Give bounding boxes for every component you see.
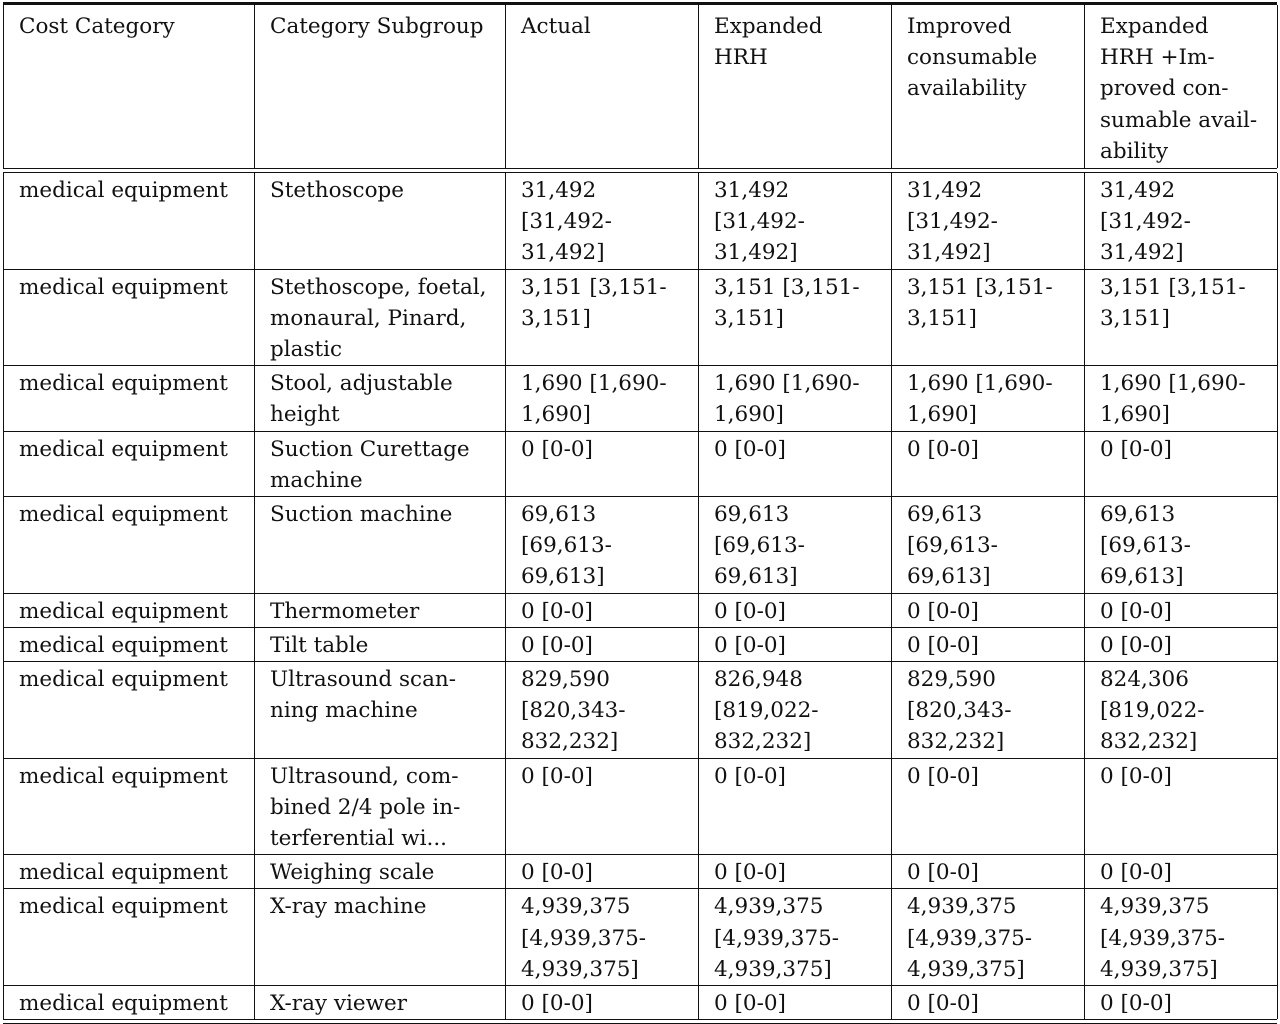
cell-line: 69,613 <box>714 502 790 528</box>
cell-cost-category <box>4 173 255 269</box>
cell-line: 832,232] <box>1100 729 1198 755</box>
cell-line: terferential wi... <box>270 826 447 852</box>
cell-improved-consumable-availability <box>892 173 1085 269</box>
column-header-improved-consumable-availability <box>892 5 1085 168</box>
cell-line: 0 [0-0] <box>1100 763 1172 789</box>
cell-expanded-hrh <box>699 593 892 627</box>
cell-line: 0 [0-0] <box>521 598 593 624</box>
cell-category-subgroup <box>255 431 506 496</box>
cell-line: 31,492 <box>521 178 597 204</box>
cell-line: ning machine <box>270 698 418 724</box>
cell-expanded-hrh <box>699 366 892 431</box>
cell-improved-consumable-availability <box>892 986 1085 1020</box>
cell-line: 0 [0-0] <box>521 860 593 886</box>
cell-cost-category <box>4 497 255 594</box>
cell-expanded-hrh-improved-consumable <box>1085 889 1278 986</box>
cell-expanded-hrh-improved-consumable <box>1085 662 1278 759</box>
cell-actual <box>506 431 699 496</box>
cost-table-body <box>3 173 1278 1019</box>
cell-expanded-hrh-improved-consumable <box>1085 627 1278 661</box>
cell-line: [4,939,375- <box>1100 925 1226 951</box>
cell-line: 31,492 <box>714 178 790 204</box>
cost-table <box>3 5 1278 168</box>
header-line: Cost Category <box>19 14 175 39</box>
cell-line: 0 [0-0] <box>714 632 786 658</box>
cell-expanded-hrh-improved-consumable <box>1085 173 1278 269</box>
cell-line: [4,939,375- <box>714 925 840 951</box>
cell-line: Weighing scale <box>270 860 435 886</box>
cell-expanded-hrh-improved-consumable <box>1085 986 1278 1020</box>
cell-line: 832,232] <box>521 729 619 755</box>
cell-line: 3,151 [3,151- <box>714 274 860 300</box>
cell-expanded-hrh <box>699 431 892 496</box>
header-line: HRH <box>714 45 768 71</box>
cell-line: Ultrasound, com- <box>270 763 459 789</box>
cell-category-subgroup <box>255 269 506 366</box>
cell-expanded-hrh-improved-consumable <box>1085 758 1278 855</box>
cell-line: machine <box>270 467 363 493</box>
table-row <box>4 497 1278 594</box>
cell-line: 829,590 <box>521 667 610 693</box>
cell-line: Ultrasound scan- <box>270 667 457 693</box>
table-row <box>4 662 1278 759</box>
table-row <box>4 366 1278 431</box>
cell-line: 31,492 <box>907 178 983 204</box>
cell-actual <box>506 662 699 759</box>
cell-line: 3,151 [3,151- <box>521 274 667 300</box>
cell-category-subgroup <box>255 889 506 986</box>
cell-line: 31,492] <box>714 240 798 266</box>
cell-line: 31,492] <box>521 240 605 266</box>
cell-line: 832,232] <box>907 729 1005 755</box>
table-row <box>4 855 1278 889</box>
cell-line: X-ray viewer <box>270 991 408 1017</box>
column-header-expanded-hrh <box>699 5 892 168</box>
cell-cost-category <box>4 662 255 759</box>
table-row <box>4 758 1278 855</box>
cell-line: 3,151] <box>1100 305 1170 331</box>
cell-line: [820,343- <box>907 698 1012 724</box>
cell-line: 1,690] <box>714 402 784 428</box>
cell-cost-category <box>4 593 255 627</box>
cell-improved-consumable-availability <box>892 269 1085 366</box>
cell-improved-consumable-availability <box>892 431 1085 496</box>
header-line: proved con- <box>1100 76 1229 102</box>
cell-cost-category <box>4 431 255 496</box>
cell-line: 0 [0-0] <box>907 598 979 624</box>
cell-line: 832,232] <box>714 729 812 755</box>
cell-improved-consumable-availability <box>892 855 1085 889</box>
cell-line: 0 [0-0] <box>1100 436 1172 462</box>
cell-expanded-hrh <box>699 497 892 594</box>
cell-actual <box>506 855 699 889</box>
cell-line: 4,939,375] <box>521 956 639 982</box>
cell-line: 0 [0-0] <box>714 860 786 886</box>
header-line: sumable avail- <box>1100 107 1258 133</box>
cell-line: [819,022- <box>714 698 819 724</box>
cell-line: 69,613 <box>907 502 983 528</box>
header-line: consumable <box>907 45 1038 71</box>
header-line: Expanded <box>1100 14 1209 39</box>
cell-line: [31,492- <box>1100 209 1191 235</box>
cell-improved-consumable-availability <box>892 497 1085 594</box>
cell-expanded-hrh-improved-consumable <box>1085 431 1278 496</box>
table-body <box>4 173 1278 1019</box>
cell-line: 69,613] <box>521 564 605 590</box>
cell-line: Stool, adjustable <box>270 371 453 397</box>
cell-line: 1,690 [1,690- <box>1100 371 1246 397</box>
header-line: ability <box>1100 138 1168 164</box>
cell-line: 0 [0-0] <box>714 991 786 1017</box>
cell-line: 1,690 [1,690- <box>521 371 667 397</box>
column-header-actual <box>506 5 699 168</box>
cell-line: medical equipment <box>19 598 228 624</box>
cell-line: 1,690 [1,690- <box>907 371 1053 397</box>
cell-cost-category <box>4 855 255 889</box>
cell-line: 0 [0-0] <box>714 763 786 789</box>
table-row <box>4 431 1278 496</box>
cell-line: [31,492- <box>907 209 998 235</box>
cell-line: X-ray machine <box>270 894 427 920</box>
cell-line: Suction Curettage <box>270 436 470 462</box>
cell-expanded-hrh <box>699 986 892 1020</box>
cell-line: 3,151] <box>907 305 977 331</box>
cell-cost-category <box>4 366 255 431</box>
cell-line: 69,613] <box>1100 564 1184 590</box>
column-header-cost-category <box>4 5 255 168</box>
cell-category-subgroup <box>255 627 506 661</box>
cell-improved-consumable-availability <box>892 593 1085 627</box>
cell-line: 3,151] <box>714 305 784 331</box>
cell-line: 31,492] <box>1100 240 1184 266</box>
cell-expanded-hrh <box>699 627 892 661</box>
cell-line: medical equipment <box>19 371 228 397</box>
cell-line: medical equipment <box>19 860 228 886</box>
cell-line: [4,939,375- <box>521 925 647 951</box>
cell-line: medical equipment <box>19 763 228 789</box>
cell-category-subgroup <box>255 662 506 759</box>
cell-line: 4,939,375] <box>1100 956 1218 982</box>
cell-line: 69,613] <box>907 564 991 590</box>
cell-expanded-hrh-improved-consumable <box>1085 855 1278 889</box>
cell-line: 829,590 <box>907 667 996 693</box>
cell-actual <box>506 269 699 366</box>
table-row <box>4 986 1278 1020</box>
cell-line: medical equipment <box>19 632 228 658</box>
cell-line: 69,613 <box>1100 502 1176 528</box>
cell-line: 31,492] <box>907 240 991 266</box>
header-line: Improved <box>907 14 1012 39</box>
header-line: Category Subgroup <box>270 14 484 39</box>
column-header-category-subgroup <box>255 5 506 168</box>
cell-cost-category <box>4 889 255 986</box>
cell-expanded-hrh <box>699 662 892 759</box>
cell-cost-category <box>4 269 255 366</box>
cell-line: monaural, Pinard, <box>270 305 467 331</box>
cell-line: 0 [0-0] <box>907 763 979 789</box>
cell-category-subgroup <box>255 855 506 889</box>
cell-line: Stethoscope <box>270 178 405 204</box>
cell-line: Tilt table <box>270 632 369 658</box>
cell-line: 69,613 <box>521 502 597 528</box>
cell-expanded-hrh <box>699 173 892 269</box>
table-row <box>4 627 1278 661</box>
cell-line: 0 [0-0] <box>1100 991 1172 1017</box>
cell-line: 3,151] <box>521 305 591 331</box>
cell-line: 4,939,375] <box>714 956 832 982</box>
cell-line: 1,690 [1,690- <box>714 371 860 397</box>
cell-actual <box>506 758 699 855</box>
cell-expanded-hrh <box>699 855 892 889</box>
cell-line: 31,492 <box>1100 178 1176 204</box>
cell-line: [819,022- <box>1100 698 1205 724</box>
cell-category-subgroup <box>255 593 506 627</box>
cell-line: medical equipment <box>19 991 228 1017</box>
cell-line: [69,613- <box>521 533 612 559</box>
cell-line: 4,939,375] <box>907 956 1025 982</box>
cell-line: 1,690] <box>1100 402 1170 428</box>
cost-table-container <box>3 2 1277 1024</box>
cell-line: [31,492- <box>521 209 612 235</box>
header-line: Actual <box>521 14 591 39</box>
cell-actual <box>506 173 699 269</box>
cell-line: plastic <box>270 337 343 363</box>
table-row <box>4 889 1278 986</box>
cell-cost-category <box>4 627 255 661</box>
cell-actual <box>506 366 699 431</box>
header-line: Expanded <box>714 14 823 39</box>
cell-line: 4,939,375 <box>521 894 631 920</box>
cell-expanded-hrh <box>699 889 892 986</box>
cell-line: Suction machine <box>270 502 453 528</box>
cell-line: medical equipment <box>19 436 228 462</box>
cell-line: 4,939,375 <box>907 894 1017 920</box>
cell-category-subgroup <box>255 986 506 1020</box>
cell-line: 4,939,375 <box>1100 894 1210 920</box>
cell-line: 0 [0-0] <box>521 436 593 462</box>
cell-line: 0 [0-0] <box>521 632 593 658</box>
cell-cost-category <box>4 758 255 855</box>
cell-line: medical equipment <box>19 894 228 920</box>
cell-expanded-hrh-improved-consumable <box>1085 366 1278 431</box>
cell-line: [820,343- <box>521 698 626 724</box>
cell-expanded-hrh-improved-consumable <box>1085 593 1278 627</box>
cell-line: medical equipment <box>19 502 228 528</box>
cell-line: 1,690] <box>907 402 977 428</box>
cell-line: bined 2/4 pole in- <box>270 794 461 820</box>
cell-category-subgroup <box>255 366 506 431</box>
cell-improved-consumable-availability <box>892 366 1085 431</box>
table-row <box>4 173 1278 269</box>
cell-line: [31,492- <box>714 209 805 235</box>
cell-line: 69,613] <box>714 564 798 590</box>
cell-line: 0 [0-0] <box>714 598 786 624</box>
cell-line: 4,939,375 <box>714 894 824 920</box>
cell-actual <box>506 889 699 986</box>
cell-line: 1,690] <box>521 402 591 428</box>
cell-expanded-hrh <box>699 269 892 366</box>
cell-improved-consumable-availability <box>892 889 1085 986</box>
cell-actual <box>506 593 699 627</box>
cell-actual <box>506 497 699 594</box>
cell-line: Thermometer <box>270 598 420 624</box>
cell-line: 0 [0-0] <box>521 763 593 789</box>
cell-category-subgroup <box>255 497 506 594</box>
header-line: availability <box>907 76 1027 102</box>
cell-line: medical equipment <box>19 667 228 693</box>
cell-expanded-hrh-improved-consumable <box>1085 497 1278 594</box>
cell-improved-consumable-availability <box>892 662 1085 759</box>
cell-cost-category <box>4 986 255 1020</box>
cell-line: 0 [0-0] <box>1100 632 1172 658</box>
cell-line: 0 [0-0] <box>521 991 593 1017</box>
table-header <box>4 5 1278 168</box>
cell-improved-consumable-availability <box>892 627 1085 661</box>
cell-line: [4,939,375- <box>907 925 1033 951</box>
cell-line: 0 [0-0] <box>907 436 979 462</box>
cell-line: 0 [0-0] <box>1100 860 1172 886</box>
cell-line: 0 [0-0] <box>1100 598 1172 624</box>
cell-line: 826,948 <box>714 667 803 693</box>
cell-line: [69,613- <box>907 533 998 559</box>
cell-line: height <box>270 402 340 428</box>
cell-line: medical equipment <box>19 178 228 204</box>
header-row <box>4 5 1278 168</box>
cell-line: [69,613- <box>714 533 805 559</box>
table-row <box>4 269 1278 366</box>
cell-expanded-hrh-improved-consumable <box>1085 269 1278 366</box>
cell-actual <box>506 627 699 661</box>
cell-line: 0 [0-0] <box>907 632 979 658</box>
cell-line: [69,613- <box>1100 533 1191 559</box>
cell-line: medical equipment <box>19 274 228 300</box>
header-line: HRH +Im- <box>1100 45 1215 71</box>
cell-line: 3,151 [3,151- <box>1100 274 1246 300</box>
cell-line: 824,306 <box>1100 667 1189 693</box>
cell-actual <box>506 986 699 1020</box>
column-header-expanded-hrh-improved-consumable <box>1085 5 1278 168</box>
table-row <box>4 593 1278 627</box>
cell-improved-consumable-availability <box>892 758 1085 855</box>
cell-line: Stethoscope, foetal, <box>270 274 487 300</box>
cell-line: 3,151 [3,151- <box>907 274 1053 300</box>
cell-line: 0 [0-0] <box>907 991 979 1017</box>
cell-category-subgroup <box>255 758 506 855</box>
cell-line: 0 [0-0] <box>907 860 979 886</box>
cell-expanded-hrh <box>699 758 892 855</box>
cell-line: 0 [0-0] <box>714 436 786 462</box>
cell-category-subgroup <box>255 173 506 269</box>
